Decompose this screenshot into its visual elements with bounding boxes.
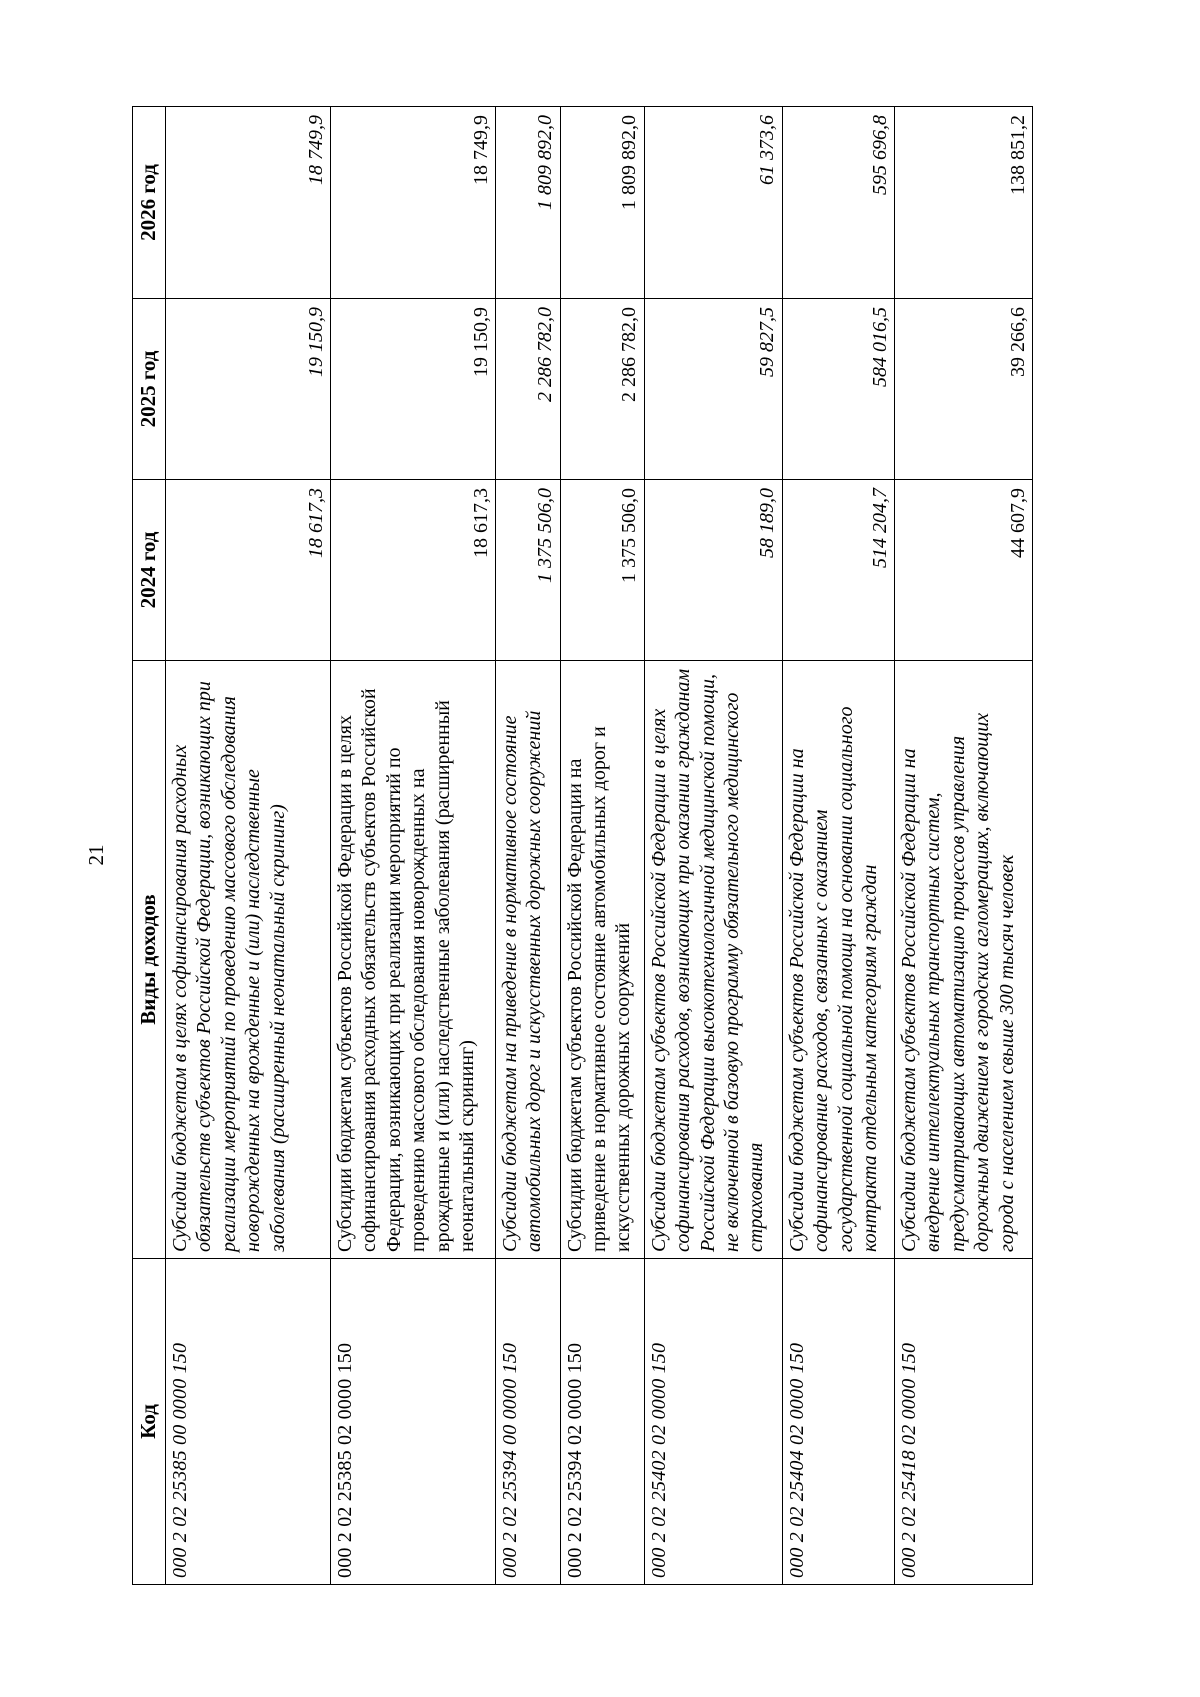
row-value-2025: 59 827,5 bbox=[644, 299, 782, 480]
page-number: 21 bbox=[84, 844, 108, 866]
row-code: 000 2 02 25385 00 0000 150 bbox=[166, 1259, 331, 1585]
row-name: Субсидии бюджетам субъектов Российской Федерации на софинансирование расходов, связанных с оказанием государственной социальной помощи на основании социального контракта отдельным категориям граждан bbox=[782, 661, 894, 1259]
row-value-2026: 1 809 892,0 bbox=[495, 107, 560, 299]
table-row bbox=[894, 107, 1032, 1585]
row-value-2024: 44 607,9 bbox=[894, 480, 1032, 661]
row-value-2024: 18 617,3 bbox=[166, 480, 331, 661]
row-value-2026: 18 749,9 bbox=[330, 107, 495, 299]
row-value-2025: 39 266,6 bbox=[894, 299, 1032, 480]
table-row bbox=[782, 107, 894, 1585]
table-row bbox=[166, 107, 331, 1585]
revenue-table bbox=[132, 106, 1033, 1585]
row-value-2025: 584 016,5 bbox=[782, 299, 894, 480]
row-value-2025: 2 286 782,0 bbox=[560, 299, 644, 480]
table-header-row bbox=[133, 107, 166, 1585]
header-code: Код bbox=[133, 1259, 166, 1585]
row-value-2026: 138 851,2 bbox=[894, 107, 1032, 299]
header-2024: 2024 год bbox=[133, 480, 166, 661]
row-code: 000 2 02 25394 00 0000 150 bbox=[495, 1259, 560, 1585]
row-code: 000 2 02 25402 02 0000 150 bbox=[644, 1259, 782, 1585]
row-name: Субсидии бюджетам на приведение в нормативное состояние автомобильных дорог и искусственных дорожных сооружений bbox=[495, 661, 560, 1259]
row-value-2025: 19 150,9 bbox=[166, 299, 331, 480]
header-2026: 2026 год bbox=[133, 107, 166, 299]
row-name: Субсидии бюджетам субъектов Российской Федерации в целях софинансирования расходов, возникающих при оказании гражданам Российской Федерации высокотехнологичной медицинской помощи, не включенной в базовую программу обязательного медицинского страхования bbox=[644, 661, 782, 1259]
row-code: 000 2 02 25404 02 0000 150 bbox=[782, 1259, 894, 1585]
row-value-2026: 61 373,6 bbox=[644, 107, 782, 299]
table-row bbox=[560, 107, 644, 1585]
header-name: Виды доходов bbox=[133, 661, 166, 1259]
revenue-table-container bbox=[132, 107, 1033, 1585]
row-value-2024: 1 375 506,0 bbox=[495, 480, 560, 661]
row-name: Субсидии бюджетам субъектов Российской Федерации на приведение в нормативное состояние автомобильных дорог и искусственных дорожных сооружений bbox=[560, 661, 644, 1259]
table-row bbox=[330, 107, 495, 1585]
row-value-2026: 595 696,8 bbox=[782, 107, 894, 299]
row-code: 000 2 02 25394 02 0000 150 bbox=[560, 1259, 644, 1585]
row-code: 000 2 02 25385 02 0000 150 bbox=[330, 1259, 495, 1585]
row-value-2025: 19 150,9 bbox=[330, 299, 495, 480]
row-value-2024: 1 375 506,0 bbox=[560, 480, 644, 661]
row-value-2025: 2 286 782,0 bbox=[495, 299, 560, 480]
row-name: Субсидии бюджетам субъектов Российской Федерации в целях софинансирования расходных обязательств субъектов Российской Федерации, возникающих при реализации мероприятий по проведению массового обследования новорожденных на врожденные и (или) наследственные заболевания (расширенный неонатальный скрининг) bbox=[330, 661, 495, 1259]
header-2025: 2025 год bbox=[133, 299, 166, 480]
row-value-2026: 18 749,9 bbox=[166, 107, 331, 299]
row-value-2024: 514 204,7 bbox=[782, 480, 894, 661]
row-name: Субсидии бюджетам субъектов Российской Федерации на внедрение интеллектуальных транспортных систем, предусматривающих автоматизацию процессов управления дорожным движением в городских агломерациях, включающих города с населением свыше 300 тысяч человек bbox=[894, 661, 1032, 1259]
table-row bbox=[644, 107, 782, 1585]
row-value-2024: 58 189,0 bbox=[644, 480, 782, 661]
row-value-2026: 1 809 892,0 bbox=[560, 107, 644, 299]
row-code: 000 2 02 25418 02 0000 150 bbox=[894, 1259, 1032, 1585]
table-row bbox=[495, 107, 560, 1585]
row-value-2024: 18 617,3 bbox=[330, 480, 495, 661]
row-name: Субсидии бюджетам в целях софинансирования расходных обязательств субъектов Российской Федерации, возникающих при реализации мероприятий по проведению массового обследования новорожденных на врожденные и (или) наследственные заболевания (расширенный неонатальный скрининг) bbox=[166, 661, 331, 1259]
